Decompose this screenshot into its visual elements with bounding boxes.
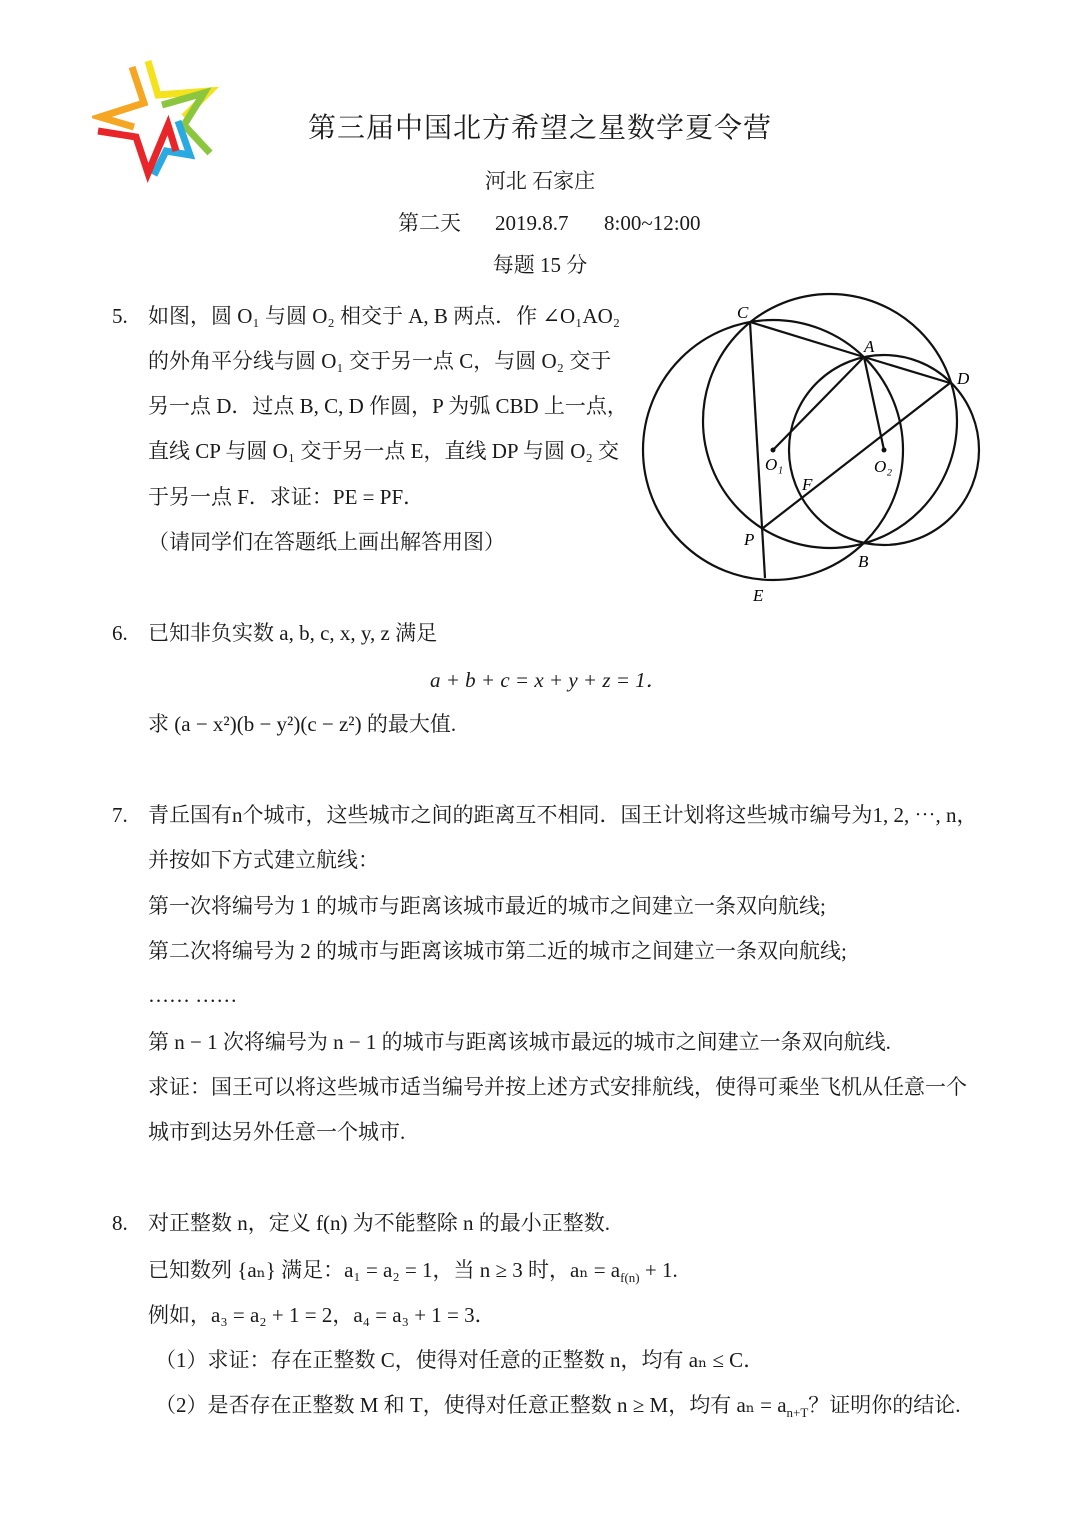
problem-number: 7. [112, 803, 128, 827]
exam-date: 2019.8.7 [495, 211, 569, 235]
problem-line: 第二次将编号为 2 的城市与距离该城市第二近的城市之间建立一条双向航线; [148, 939, 847, 963]
label-f: F [802, 475, 813, 494]
location: 河北 石家庄 [484, 169, 596, 193]
problem-line: 例如，a₃ = a₂ + 1 = 2，a₄ = a₃ + 1 = 3． [148, 1303, 496, 1327]
problem-line: 对正整数 n，定义 f(n) 为不能整除 n 的最小正整数. [148, 1211, 610, 1235]
equation: a + b + c = x + y + z = 1． [430, 668, 667, 692]
problem-note: （请同学们在答题纸上画出解答用图） [148, 530, 505, 554]
problem-line [148, 1257, 678, 1291]
problem-line: 的外角平分线与圆 O₁ 交于另一点 C，与圆 O₂ 交于 [148, 349, 612, 373]
segment-ca [750, 322, 864, 357]
line-dp [763, 383, 950, 528]
problem-line: …… …… [148, 983, 238, 1007]
label-o1: O₁ [765, 455, 784, 474]
segment-ao2 [864, 357, 884, 450]
exam-time: 8:00~12:00 [604, 211, 701, 235]
text: + 1. [639, 1258, 678, 1282]
day-label: 第二天 [398, 211, 461, 235]
text: 已知数列 {aₙ} 满足：a₁ = a₂ = 1，当 n ≥ 3 时，aₙ = a [148, 1258, 621, 1282]
problem-line: 另一点 D．过点 B, C, D 作圆，P 为弧 CBD 上一点， [148, 394, 628, 418]
subscript: f(n) [620, 1270, 640, 1286]
sub-question-2 [155, 1392, 961, 1426]
problem-line: 于另一点 F．求证：PE = PF． [148, 485, 425, 509]
label-o2: O₂ [874, 457, 893, 476]
problem-line: 求证：国王可以将这些城市适当编号并按上述方式安排航线，使得可乘坐飞机从任意一个 [148, 1075, 967, 1099]
problem-line: 直线 CP 与圆 O₁ 交于另一点 E，直线 DP 与圆 O₂ 交 [148, 439, 620, 463]
label-d: D [957, 369, 970, 388]
label-c: C [737, 303, 749, 322]
problem-line: 如图，圆 O₁ 与圆 O₂ 相交于 A, B 两点．作 ∠O₁AO₂ [148, 304, 621, 328]
problem-line: 青丘国有n个城市，这些城市之间的距离互不相同．国王计划将这些城市编号为1, 2, ⋯, n， [148, 803, 978, 827]
label-a: A [864, 337, 875, 356]
sub-question-1: （1）求证：存在正整数 C，使得对任意的正整数 n，均有 aₙ ≤ C． [155, 1348, 765, 1372]
score-note: 每题 15 分 [492, 253, 588, 277]
problem-line: 并按如下方式建立航线： [148, 848, 379, 872]
subscript: n+T [786, 1405, 809, 1421]
problem-line: 城市到达另外任意一个城市. [148, 1120, 406, 1144]
text: （2）是否存在正整数 M 和 T，使得对任意正整数 n ≥ M，均有 aₙ = a [155, 1393, 787, 1417]
label-e: E [753, 586, 764, 605]
problem-number: 6. [112, 621, 128, 645]
segment-ao1 [773, 357, 864, 450]
problem-line: 已知非负实数 a, b, c, x, y, z 满足 [148, 621, 438, 645]
problem-number: 5. [112, 304, 128, 328]
label-p: P [744, 530, 755, 549]
problem-line: 求 (a − x²)(b − y²)(c − z²) 的最大值. [148, 712, 457, 736]
label-b: B [858, 552, 869, 571]
problem-line: 第 n − 1 次将编号为 n − 1 的城市与距离该城市最远的城市之间建立一条双向航线. [148, 1030, 891, 1054]
text: ？证明你的结论. [808, 1393, 961, 1417]
problem-number: 8. [112, 1211, 128, 1235]
geometry-figure [0, 0, 1080, 620]
problem-line: 第一次将编号为 1 的城市与距离该城市最近的城市之间建立一条双向航线; [148, 894, 826, 918]
page-title: 第三届中国北方希望之星数学夏令营 [307, 113, 772, 144]
